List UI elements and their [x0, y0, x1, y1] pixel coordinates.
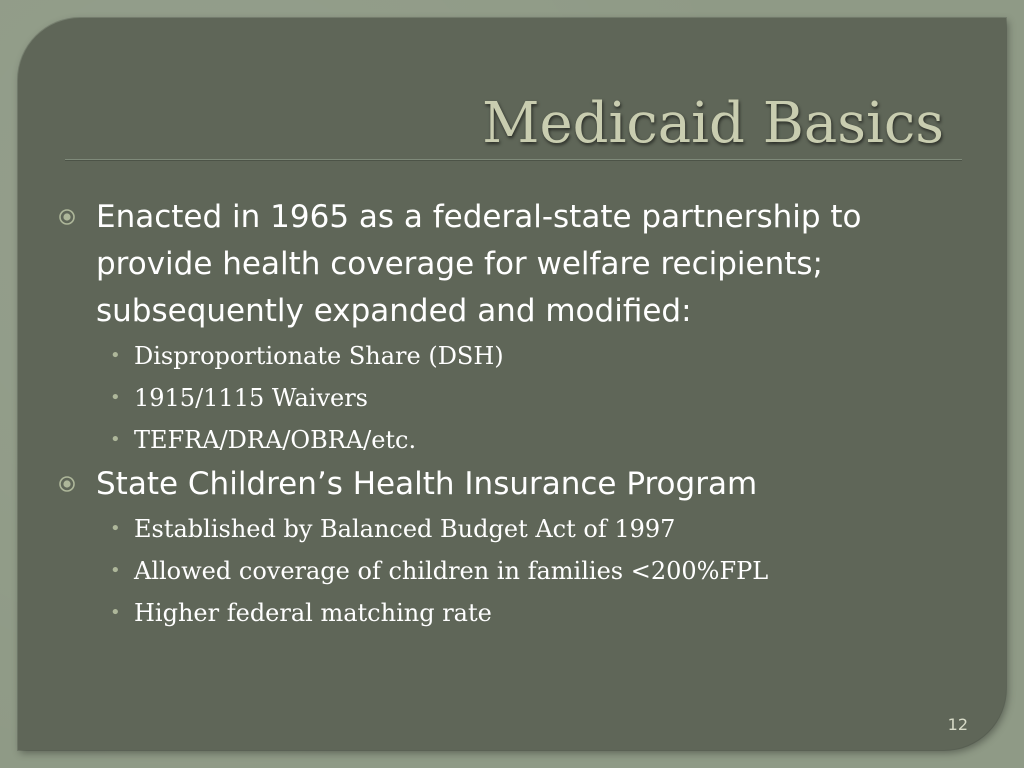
bullet-item [58, 461, 978, 508]
sub-bullet-item [58, 550, 978, 592]
sub-bullet-dot-icon: • [110, 387, 121, 408]
sub-bullet-item [58, 377, 978, 419]
sub-bullet-text: Established by Balanced Budget Act of 1997 [134, 515, 676, 543]
bullet-text: Enacted in 1965 as a federal-state partnership to provide health coverage for welfare recipients; subsequently expanded and modified: [96, 199, 862, 329]
sub-bullet-dot-icon: • [110, 429, 121, 450]
slide-title: Medicaid Basics [482, 91, 944, 156]
sub-bullet-item [58, 592, 978, 634]
sub-bullet-item [58, 508, 978, 550]
bullet-item [58, 194, 978, 335]
slide-number: 12 [947, 715, 968, 734]
circle-dot-bullet-icon [58, 475, 76, 493]
sub-bullet-item [58, 419, 978, 461]
bullet-list [58, 194, 978, 634]
sub-bullet-text: 1915/1115 Waivers [134, 384, 368, 412]
sub-bullet-text: Higher federal matching rate [134, 599, 492, 627]
sub-bullet-text: Disproportionate Share (DSH) [134, 342, 504, 370]
sub-bullet-dot-icon: • [110, 518, 121, 539]
sub-bullet-item [58, 335, 978, 377]
bullet-text: State Children’s Health Insurance Program [96, 466, 758, 502]
sub-bullet-dot-icon: • [110, 345, 121, 366]
circle-dot-bullet-icon [58, 208, 76, 226]
sub-bullet-dot-icon: • [110, 602, 121, 623]
sub-bullet-text: Allowed coverage of children in families <200%FPL [134, 557, 769, 585]
title-divider [65, 159, 962, 161]
sub-bullet-text: TEFRA/DRA/OBRA/etc. [134, 426, 417, 454]
slide-panel [18, 18, 1006, 750]
sub-bullet-dot-icon: • [110, 560, 121, 581]
